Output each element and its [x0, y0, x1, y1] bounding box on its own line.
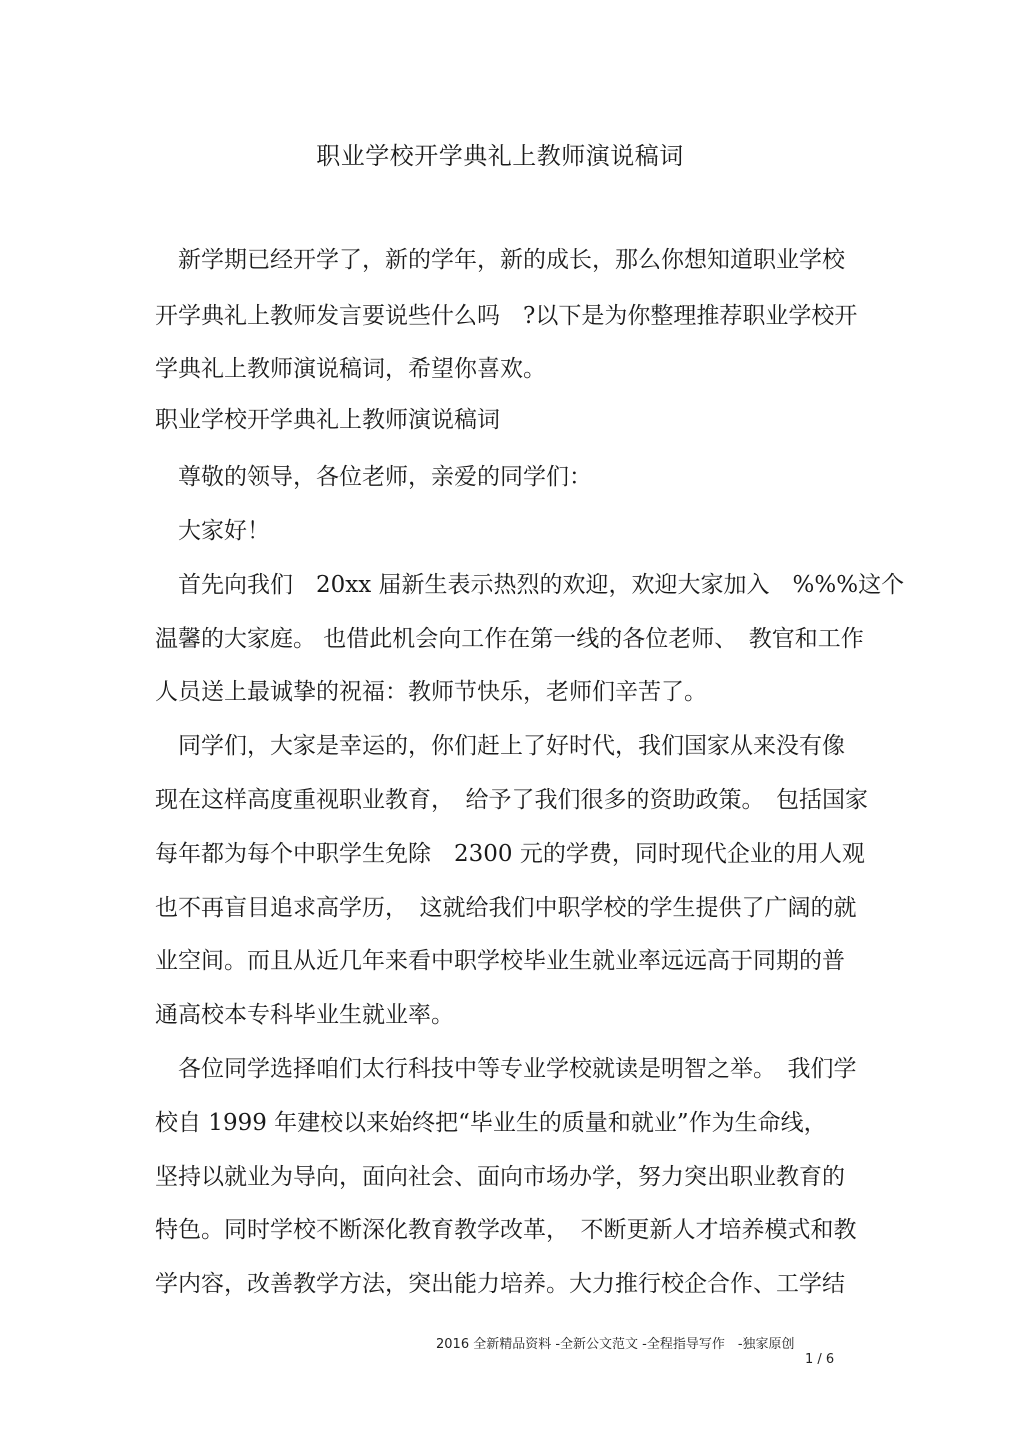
paragraph-line: 温馨的大家庭。 也借此机会向工作在第一线的各位老师、 教官和工作	[155, 626, 864, 652]
paragraph-line: 学内容，改善教学方法，突出能力培养。大力推行校企合作、工学结	[155, 1271, 845, 1297]
paragraph-line: 开学典礼上教师发言要说些什么吗 ?以下是为你整理推荐职业学校开	[155, 303, 858, 329]
page-number: 1 / 6	[805, 1352, 835, 1367]
section-heading: 职业学校开学典礼上教师演说稿词	[155, 407, 500, 433]
paragraph-line: 新学期已经开学了，新的学年，新的成长，那么你想知道职业学校	[155, 247, 845, 273]
paragraph-line: 各位同学选择咱们太行科技中等专业学校就读是明智之举。 我们学	[155, 1056, 857, 1082]
paragraph-line: 每年都为每个中职学生免除 2300 元的学费，同时现代企业的用人观	[155, 841, 865, 867]
paragraph-line: 人员送上最诚挚的祝福：教师节快乐，老师们辛苦了。	[155, 679, 707, 705]
paragraph-line: 尊敬的领导，各位老师，亲爱的同学们：	[155, 464, 592, 490]
paragraph-line: 同学们，大家是幸运的，你们赶上了好时代，我们国家从来没有像	[155, 733, 845, 759]
paragraph-line: 也不再盲目追求高学历， 这就给我们中职学校的学生提供了广阔的就	[155, 895, 857, 921]
paragraph-line: 校自 1999 年建校以来始终把“毕业生的质量和就业”作为生命线，	[155, 1110, 827, 1136]
footer-tagline: 2016 全新精品资料 -全新公文范文 -全程指导写作 -独家原创	[436, 1337, 795, 1352]
paragraph-line: 学典礼上教师演说稿词，希望你喜欢。	[155, 356, 546, 382]
paragraph-line: 特色。同时学校不断深化教育教学改革， 不断更新人才培养模式和教	[155, 1217, 857, 1243]
paragraph-line: 坚持以就业为导向，面向社会、面向市场办学，努力突出职业教育的	[155, 1164, 845, 1190]
document-title: 职业学校开学典礼上教师演说稿词	[316, 142, 684, 170]
paragraph-line: 现在这样高度重视职业教育， 给予了我们很多的资助政策。 包括国家	[155, 787, 868, 813]
paragraph-line: 首先向我们 20xx 届新生表示热烈的欢迎，欢迎大家加入 %%%这个	[155, 572, 905, 598]
paragraph-line: 大家好！	[155, 518, 270, 544]
paragraph-line: 通高校本专科毕业生就业率。	[155, 1002, 454, 1028]
paragraph-line: 业空间。而且从近几年来看中职学校毕业生就业率远远高于同期的普	[155, 948, 845, 974]
